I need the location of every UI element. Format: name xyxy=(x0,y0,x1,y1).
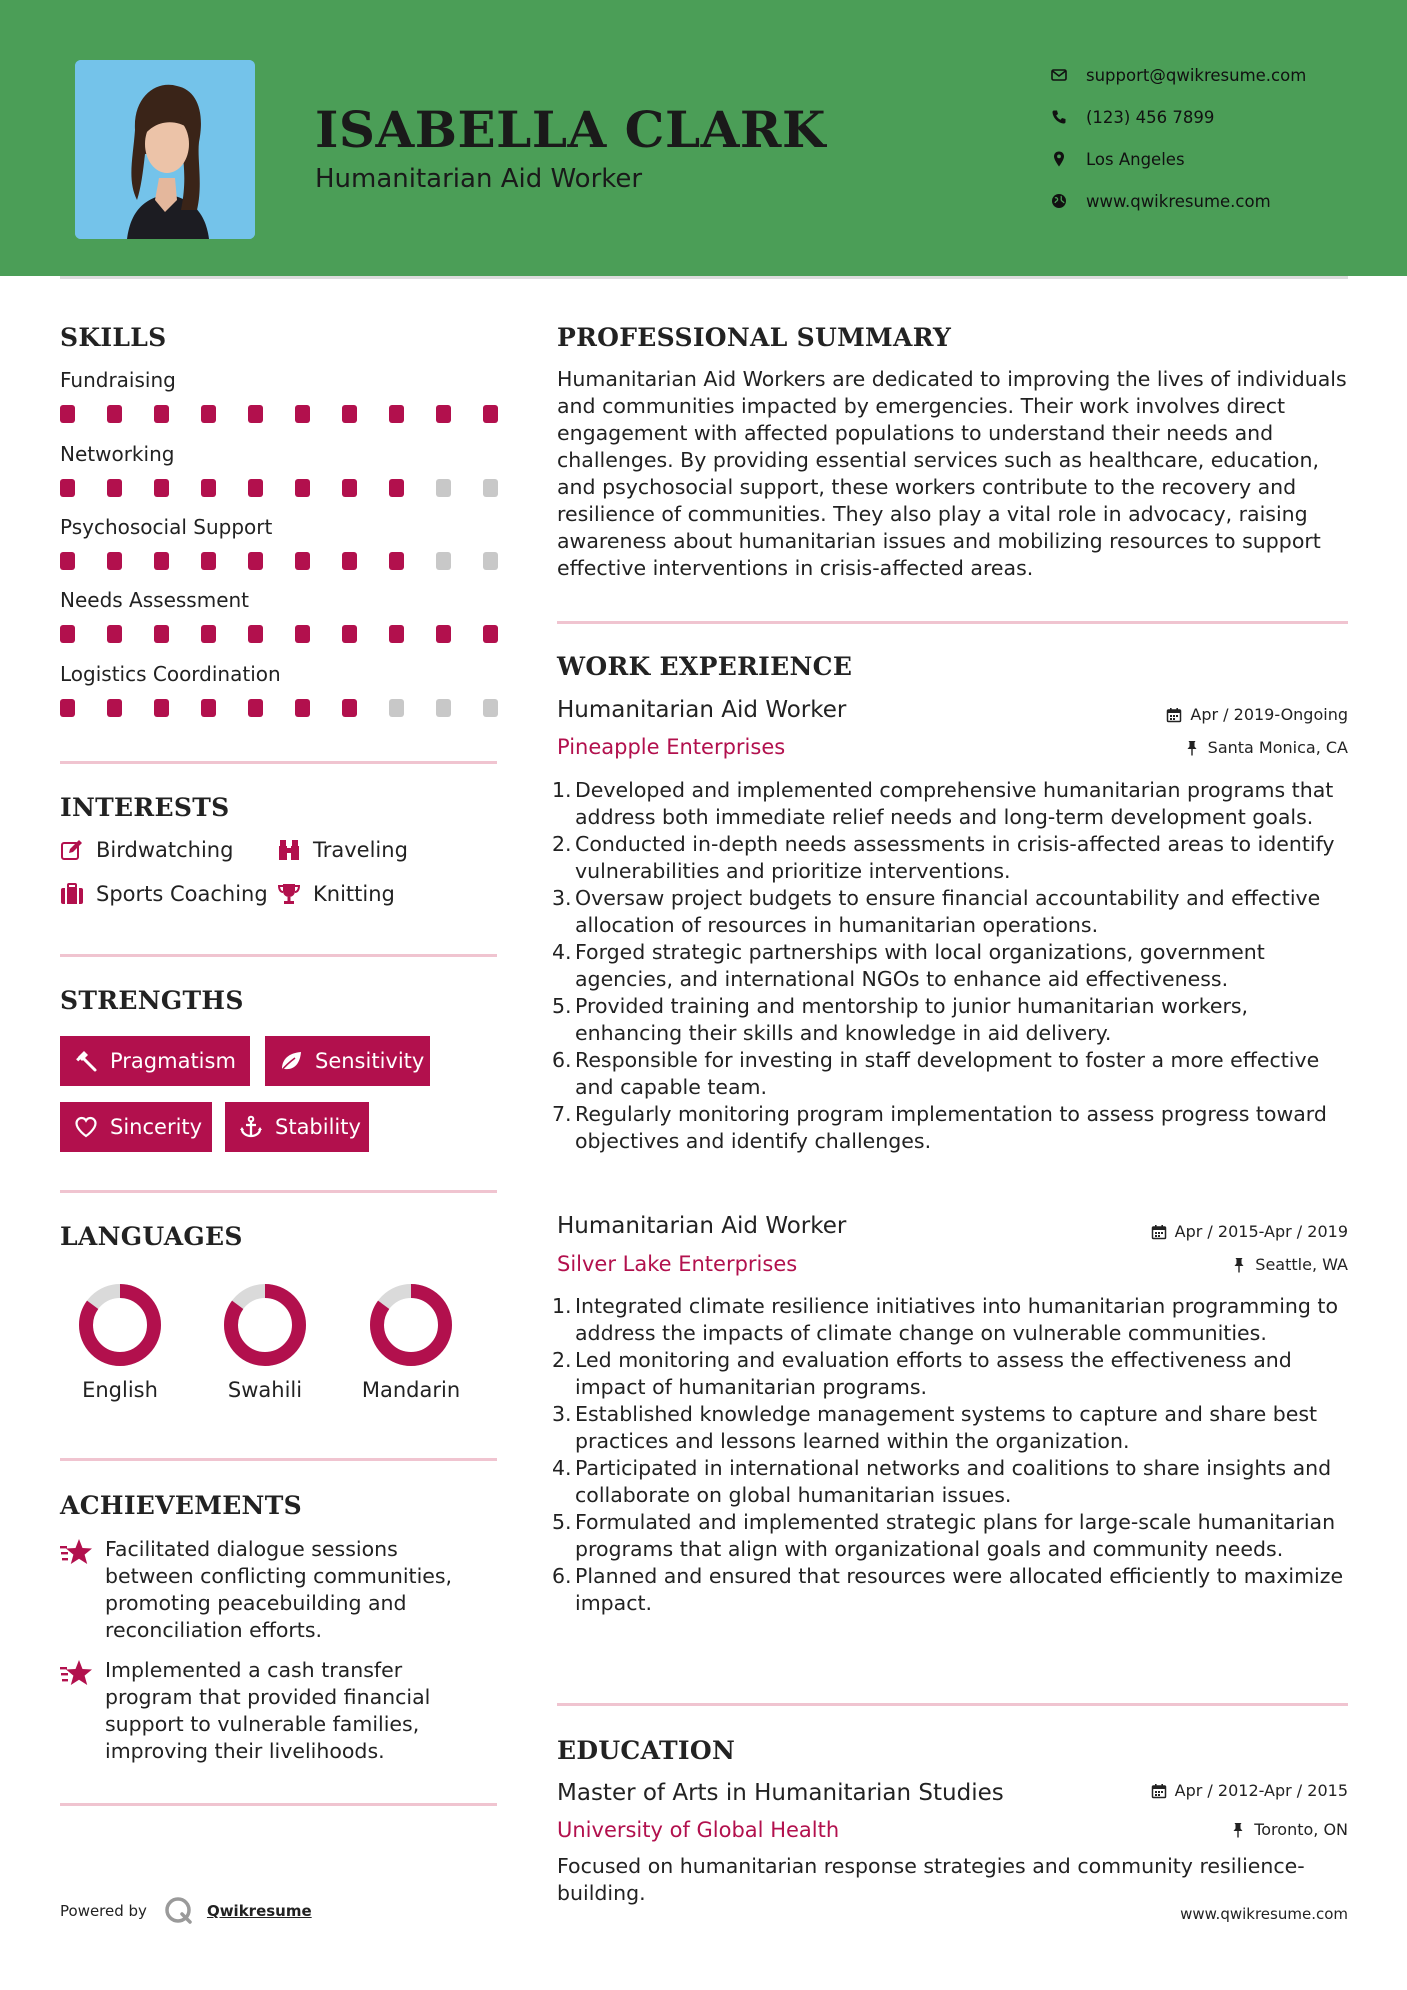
skill-dot-filled xyxy=(107,479,122,497)
education-location-text: Toronto, ON xyxy=(1254,1820,1348,1839)
strength-badge xyxy=(60,1102,212,1152)
summary-text: Humanitarian Aid Workers are dedicated to improving the lives of individuals and communities impacted by emergencies. Their work involves direct engagement with affected populations to understand their needs and challenges. By providing essential services such as healthcare, education, and psychosocial support, these workers contribute to the recovery and resilience of communities. They also play a vital role in advocacy, raising awareness about humanitarian issues and mobilizing resources to support effective interventions in crisis-affected areas. xyxy=(557,367,1347,580)
pencil-square-icon xyxy=(60,838,84,862)
language-ring xyxy=(77,1282,163,1368)
list-item: 7. Regularly monitoring program implementation to assess progress toward objectives and identify challenges. xyxy=(552,1102,1327,1153)
star-icon xyxy=(60,1538,94,1568)
list-item: 1. Developed and implemented comprehensive humanitarian programs that address both immediate relief needs and long-term development goals. xyxy=(552,778,1334,829)
skill-dot-filled xyxy=(201,479,216,497)
skill-dot-filled xyxy=(107,625,122,643)
leaf-icon xyxy=(279,1049,303,1073)
job-title: Humanitarian Aid Worker xyxy=(557,1213,847,1239)
skill-dot-filled xyxy=(107,699,122,717)
education-description: Focused on humanitarian response strategies and community resilience-building. xyxy=(557,1854,1305,1905)
education-date-text: Apr / 2012-Apr / 2015 xyxy=(1174,1781,1348,1800)
skill-dot-filled xyxy=(483,625,498,643)
skill-name: Networking xyxy=(60,442,175,466)
pushpin-icon xyxy=(1230,1822,1246,1838)
calendar-icon xyxy=(1151,1783,1167,1799)
list-item: 5. Provided training and mentorship to junior humanitarian workers, enhancing their skills and knowledge in aid delivery. xyxy=(552,994,1249,1045)
binoculars-icon xyxy=(277,838,301,862)
strength-badge xyxy=(225,1102,369,1152)
job-title: Humanitarian Aid Worker xyxy=(557,697,847,723)
globe-icon xyxy=(1050,192,1068,210)
job-company: Silver Lake Enterprises xyxy=(557,1252,798,1276)
job-location xyxy=(1231,1255,1348,1274)
skill-dot-filled xyxy=(342,625,357,643)
skill-dot-empty xyxy=(483,552,498,570)
strength-badge xyxy=(60,1036,250,1086)
list-item: 6. Planned and ensured that resources were allocated efficiently to maximize impact. xyxy=(552,1564,1344,1615)
skill-dot-filled xyxy=(201,405,216,423)
skill-dot-filled xyxy=(436,625,451,643)
skill-rating xyxy=(60,625,500,643)
languages-heading: LANGUAGES xyxy=(60,1222,243,1251)
skill-dot-empty xyxy=(436,699,451,717)
qwikresume-logo-icon xyxy=(163,1895,195,1927)
skill-dot-filled xyxy=(60,625,75,643)
interest-label: Traveling xyxy=(313,838,408,862)
skill-dot-filled xyxy=(389,479,404,497)
skill-dot-filled xyxy=(60,405,75,423)
skill-name: Logistics Coordination xyxy=(60,662,281,686)
list-item: 3. Oversaw project budgets to ensure financial accountability and effective allocation of resources in humanitarian operations. xyxy=(552,886,1321,937)
job-date-text: Apr / 2015-Apr / 2019 xyxy=(1174,1222,1348,1241)
skill-dot-filled xyxy=(295,405,310,423)
interest-label: Birdwatching xyxy=(96,838,234,862)
language-ring xyxy=(222,1282,308,1368)
skill-dot-filled xyxy=(295,552,310,570)
experience-heading: WORK EXPERIENCE xyxy=(557,652,853,681)
skill-dot-filled xyxy=(248,625,263,643)
contact-phone[interactable] xyxy=(1050,96,1306,138)
skill-dot-filled xyxy=(483,405,498,423)
envelope-icon xyxy=(1050,66,1068,84)
list-item: 4. Participated in international networks and coalitions to share insights and collaborate on global humanitarian issues. xyxy=(552,1456,1332,1507)
list-item: 6. Responsible for investing in staff development to foster a more effective and capable team. xyxy=(552,1048,1320,1099)
skill-name: Fundraising xyxy=(60,368,176,392)
map-pin-icon xyxy=(1050,150,1068,168)
school-name: University of Global Health xyxy=(557,1818,840,1842)
powered-by xyxy=(60,1895,312,1927)
skill-dot-filled xyxy=(154,552,169,570)
skill-dot-empty xyxy=(436,479,451,497)
language-item xyxy=(351,1282,471,1402)
achievement-text: Facilitated dialogue sessions between conflicting communities, promoting peacebuilding and reconciliation efforts. xyxy=(105,1537,453,1642)
skill-dot-filled xyxy=(295,625,310,643)
skill-dot-filled xyxy=(154,699,169,717)
list-item: 3. Established knowledge management systems to capture and share best practices and lessons learned within the organization. xyxy=(552,1402,1318,1453)
gavel-icon xyxy=(74,1049,98,1073)
skill-dot-filled xyxy=(295,479,310,497)
trophy-icon xyxy=(277,882,301,906)
skill-dot-filled xyxy=(295,699,310,717)
job-date-text: Apr / 2019-Ongoing xyxy=(1190,705,1348,724)
contact-email-text: support@qwikresume.com xyxy=(1086,65,1307,85)
job-location-text: Seattle, WA xyxy=(1255,1255,1348,1274)
skill-dot-filled xyxy=(342,552,357,570)
skill-rating xyxy=(60,699,500,717)
skills-heading: SKILLS xyxy=(60,323,167,352)
skill-rating xyxy=(60,552,500,570)
language-name: English xyxy=(82,1378,158,1402)
skill-dot-filled xyxy=(154,625,169,643)
skill-dot-filled xyxy=(389,552,404,570)
section-divider xyxy=(557,621,1348,624)
strength-label: Sincerity xyxy=(110,1115,203,1139)
contact-location xyxy=(1050,138,1306,180)
language-name: Swahili xyxy=(227,1378,303,1402)
interest-item xyxy=(60,882,268,906)
education-location xyxy=(1230,1820,1348,1839)
strength-label: Sensitivity xyxy=(315,1049,425,1073)
job-location-text: Santa Monica, CA xyxy=(1207,738,1348,757)
language-name: Mandarin xyxy=(361,1378,461,1402)
skill-dot-filled xyxy=(248,699,263,717)
contact-website[interactable] xyxy=(1050,180,1306,222)
list-item: 5. Formulated and implemented strategic plans for large-scale humanitarian programs that align with organizational goals and community needs. xyxy=(552,1510,1336,1561)
section-divider xyxy=(60,1190,497,1193)
skill-rating xyxy=(60,479,500,497)
profile-photo xyxy=(75,60,255,239)
contact-list xyxy=(1050,54,1306,222)
section-divider xyxy=(60,954,497,957)
skill-dot-empty xyxy=(483,479,498,497)
interest-item xyxy=(277,882,395,906)
achievement-item xyxy=(60,1536,490,1644)
skill-dot-filled xyxy=(342,699,357,717)
section-divider xyxy=(60,1458,497,1461)
interest-item xyxy=(60,838,233,862)
candidate-title: Humanitarian Aid Worker xyxy=(315,164,643,194)
skill-dot-filled xyxy=(248,552,263,570)
skill-dot-empty xyxy=(389,699,404,717)
pushpin-icon xyxy=(1184,740,1200,756)
contact-location-text: Los Angeles xyxy=(1086,149,1185,169)
skill-dot-filled xyxy=(201,625,216,643)
achievements-heading: ACHIEVEMENTS xyxy=(60,1491,302,1520)
skill-dot-filled xyxy=(60,552,75,570)
pushpin-icon xyxy=(1231,1257,1247,1273)
anchor-icon xyxy=(239,1115,263,1139)
interest-item xyxy=(277,838,408,862)
skill-dot-filled xyxy=(248,405,263,423)
strengths-heading: STRENGTHS xyxy=(60,986,244,1015)
skill-dot-filled xyxy=(201,699,216,717)
contact-website-text: www.qwikresume.com xyxy=(1086,191,1271,211)
job-company: Pineapple Enterprises xyxy=(557,735,786,759)
resume-header xyxy=(0,0,1407,276)
footer-url[interactable]: www.qwikresume.com xyxy=(1180,1905,1348,1923)
header-divider xyxy=(60,276,1348,279)
skill-dot-filled xyxy=(60,699,75,717)
language-ring xyxy=(368,1282,454,1368)
language-item xyxy=(205,1282,325,1402)
skill-name: Needs Assessment xyxy=(60,588,250,612)
section-divider xyxy=(557,1703,1348,1706)
interest-label: Sports Coaching xyxy=(96,882,268,906)
job-date xyxy=(1151,1222,1348,1241)
section-divider xyxy=(60,761,497,764)
skill-dot-filled xyxy=(154,479,169,497)
degree-title: Master of Arts in Humanitarian Studies xyxy=(557,1780,1004,1806)
job-date xyxy=(1166,705,1348,724)
education-heading: EDUCATION xyxy=(557,1736,736,1765)
skill-dot-filled xyxy=(60,479,75,497)
section-divider xyxy=(60,1803,497,1806)
list-item: 4. Forged strategic partnerships with local organizations, government agencies, and international NGOs to enhance aid effectiveness. xyxy=(552,940,1265,991)
contact-email[interactable] xyxy=(1050,54,1306,96)
skill-dot-filled xyxy=(389,625,404,643)
qwikresume-link[interactable]: Qwikresume xyxy=(206,1902,312,1920)
skill-dot-filled xyxy=(389,405,404,423)
list-item: 1. Integrated climate resilience initiatives into humanitarian programming to address the impacts of climate change on vulnerable communities. xyxy=(552,1294,1339,1345)
language-item xyxy=(60,1282,180,1402)
skill-dot-filled xyxy=(154,405,169,423)
candidate-name: ISABELLA CLARK xyxy=(315,100,826,159)
skill-dot-filled xyxy=(107,552,122,570)
achievement-text: Implemented a cash transfer program that provided financial support to vulnerable families, improving their livelihoods. xyxy=(105,1658,431,1763)
contact-phone-text: (123) 456 7899 xyxy=(1086,107,1215,127)
interests-heading: INTERESTS xyxy=(60,793,230,822)
skill-dot-empty xyxy=(483,699,498,717)
strength-badge xyxy=(265,1036,430,1086)
list-item: 2. Conducted in-depth needs assessments in crisis-affected areas to identify vulnerabilities and prioritize interventions. xyxy=(552,832,1335,883)
skill-dot-empty xyxy=(436,552,451,570)
skill-dot-filled xyxy=(107,405,122,423)
job-location xyxy=(1184,738,1348,757)
briefcase-icon xyxy=(60,882,84,906)
star-icon xyxy=(60,1659,94,1689)
interest-label: Knitting xyxy=(313,882,395,906)
phone-icon xyxy=(1050,108,1068,126)
summary-heading: PROFESSIONAL SUMMARY xyxy=(557,323,952,352)
calendar-icon xyxy=(1151,1224,1167,1240)
skill-name: Psychosocial Support xyxy=(60,515,273,539)
job-bullets xyxy=(552,1293,1357,1617)
skill-rating xyxy=(60,405,500,423)
skill-dot-filled xyxy=(342,479,357,497)
calendar-icon xyxy=(1166,707,1182,723)
skill-dot-filled xyxy=(436,405,451,423)
powered-by-text: Powered by xyxy=(60,1902,147,1920)
education-date xyxy=(1151,1781,1348,1800)
strength-label: Stability xyxy=(275,1115,361,1139)
skill-dot-filled xyxy=(248,479,263,497)
skill-dot-filled xyxy=(201,552,216,570)
list-item: 2. Led monitoring and evaluation efforts to assess the effectiveness and impact of humanitarian programs. xyxy=(552,1348,1292,1399)
strength-label: Pragmatism xyxy=(110,1049,236,1073)
achievement-item xyxy=(60,1657,490,1765)
job-bullets xyxy=(552,777,1357,1155)
heart-icon xyxy=(74,1115,98,1139)
skill-dot-filled xyxy=(342,405,357,423)
